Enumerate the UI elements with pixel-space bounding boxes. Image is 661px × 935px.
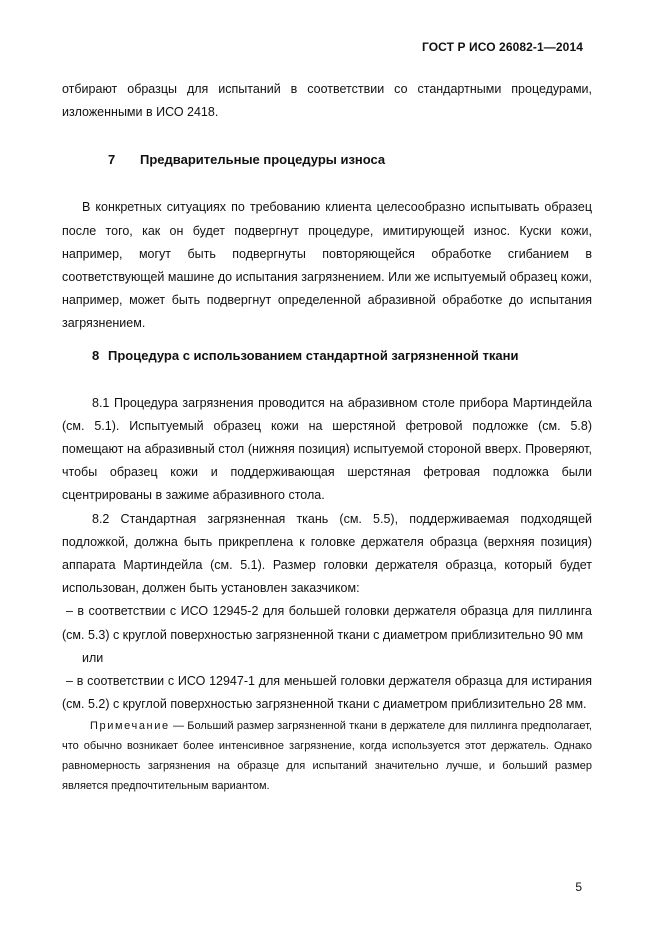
- note-text: — Больший размер загрязненной ткани в держателе для пиллинга предполагает, что обычно возникает более интенсивное загрязнение, когда используется этот держатель. Однако равномерность загрязнения на образце для испытаний значительно лучше, и больший размер является предпочтительным вариантом.: [62, 720, 592, 793]
- section-7-heading: [62, 150, 592, 170]
- list-item-large-holder: – в соответствии с ИСО 12945-2 для большей головки держателя образца для пиллинга (см. 5.3) с круглой поверхностью загрязненной ткани с диаметром приблизительно 90 мм: [62, 604, 592, 642]
- clause-8-1-paragraph: 8.1 Процедура загрязнения проводится на абразивном столе прибора Мартиндейла (см. 5.1). Испытуемый образец кожи на шерстяной фетровой подложке (см. 5.8) помещают на абразивный стол (нижняя позиция) испытуемой стороной вверх. Проверяют, чтобы образец кожи и поддерживающая шерстяная фетровая подложка были сцентрированы в зажиме абразивного стола.: [62, 395, 592, 503]
- note-paragraph: [62, 716, 592, 796]
- page-number: 5: [575, 880, 582, 894]
- section-8-heading: [62, 346, 592, 366]
- page-body: [62, 78, 592, 796]
- section-7-paragraph: В конкретных ситуациях по требованию клиента целесообразно испытывать образец после того, как он будет подвергнут процедуре, имитирующей износ. Куски кожи, например, могут быть подвергнуты повторяющейся обработке сгибанием в соответствующей машине до испытания загрязнением. Или же испытуемый образец кожи, например, может быть подвергнут определенной абразивной обработке до испытания загрязнением.: [62, 200, 592, 331]
- intro-paragraph: отбирают образцы для испытаний в соответствии со стандартными процедурами, изложенными в ИСО 2418.: [62, 82, 592, 120]
- section-8-title: Процедура с использованием стандартной загрязненной ткани: [108, 347, 519, 363]
- list-connector-or: или: [82, 650, 104, 665]
- note-label: Примечание: [90, 720, 170, 733]
- section-7-number: 7: [108, 152, 116, 168]
- section-7-title: Предварительные процедуры износа: [140, 152, 386, 168]
- document-header: ГОСТ Р ИСО 26082-1—2014: [421, 40, 583, 54]
- list-item-small-holder: – в соответствии с ИСО 12947-1 для меньшей головки держателя образца для истирания (см. 5.2) с круглой поверхностью загрязненной ткани с диаметром приблизительно 28 мм.: [62, 674, 592, 712]
- clause-8-2-paragraph: 8.2 Стандартная загрязненная ткань (см. 5.5), поддерживаемая подходящей подложкой, должна быть прикреплена к головке держателя образца (верхняя позиция) аппарата Мартиндейла (см. 5.1). Размер головки держателя образца, который будет использован, должен быть установлен заказчиком:: [62, 511, 592, 596]
- section-8-number: 8: [92, 347, 100, 363]
